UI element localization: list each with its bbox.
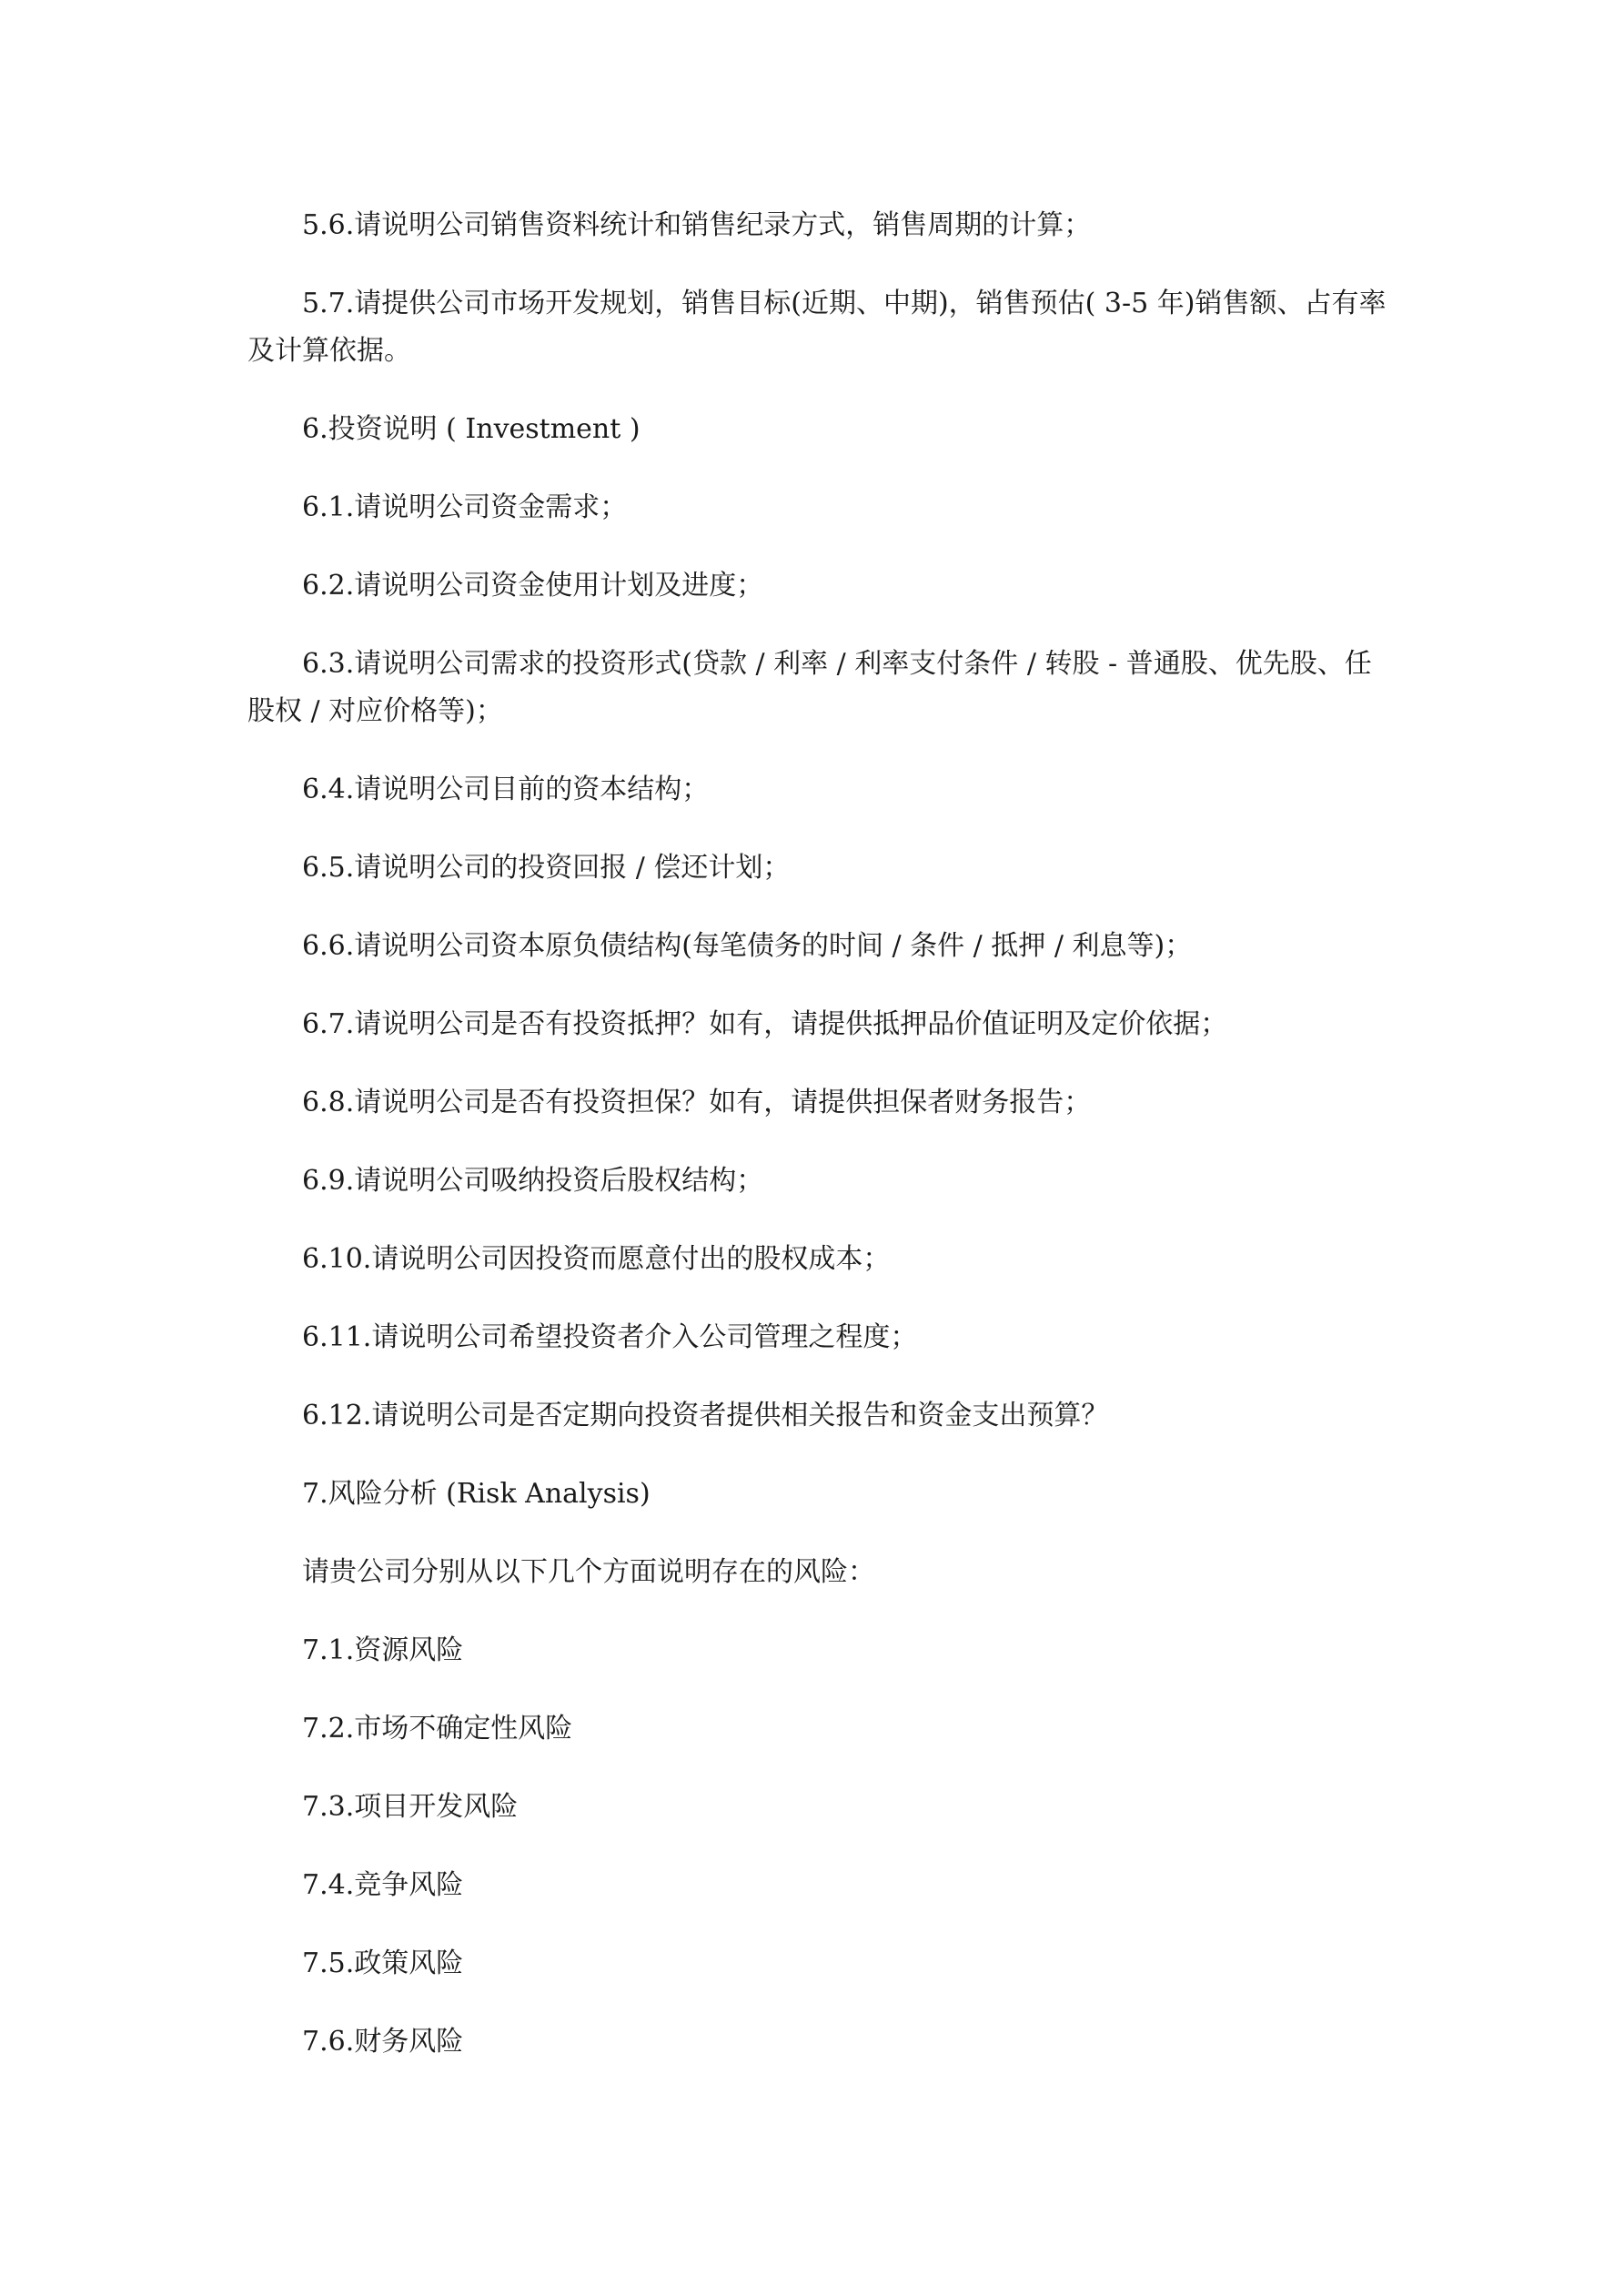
para-7-1: 7.1.资源风险 — [302, 1634, 464, 1666]
para-6-3: 6.3.请说明公司需求的投资形式(贷款 / 利率 / 利率支付条件 / 转股 - 普通股、优先股、任股权 / 对应价格等)； — [247, 648, 1372, 727]
para-7-4: 7.4.竞争风险 — [302, 1869, 464, 1901]
para-risk-intro: 请贵公司分别从以下几个方面说明存在的风险： — [302, 1556, 875, 1588]
para-7-6: 7.6.财务风险 — [302, 2026, 464, 2058]
para-6-6: 6.6.请说明公司资本原负债结构(每笔债务的时间 / 条件 / 抵押 / 利息等)； — [302, 930, 1193, 962]
para-6-4: 6.4.请说明公司目前的资本结构； — [302, 774, 710, 805]
para-6-11: 6.11.请说明公司希望投资者介入公司管理之程度； — [302, 1321, 918, 1353]
para-6-2: 6.2.请说明公司资金使用计划及进度； — [302, 570, 764, 602]
para-6-10: 6.10.请说明公司因投资而愿意付出的股权成本； — [302, 1243, 891, 1275]
heading-investment: 6.投资说明 ( Investment ) — [302, 413, 641, 445]
heading-risk-analysis: 7.风险分析 (Risk Analysis) — [302, 1478, 651, 1510]
para-5-7: 5.7.请提供公司市场开发规划，销售目标(近期、中期)，销售预估( 3-5 年)销售额、占有率及计算依据。 — [247, 288, 1387, 367]
para-6-7: 6.7.请说明公司是否有投资抵押？如有，请提供抵押品价值证明及定价依据； — [302, 1008, 1228, 1040]
para-7-2: 7.2.市场不确定性风险 — [302, 1713, 573, 1745]
para-7-3: 7.3.项目开发风险 — [302, 1791, 519, 1823]
para-6-8: 6.8.请说明公司是否有投资担保？如有，请提供担保者财务报告； — [302, 1087, 1092, 1118]
para-6-9: 6.9.请说明公司吸纳投资后股权结构； — [302, 1165, 764, 1197]
para-6-1: 6.1.请说明公司资金需求； — [302, 491, 628, 523]
para-6-12: 6.12.请说明公司是否定期向投资者提供相关报告和资金支出预算？ — [302, 1400, 1109, 1431]
para-5-6: 5.6.请说明公司销售资料统计和销售纪录方式，销售周期的计算； — [302, 209, 1092, 241]
para-6-5: 6.5.请说明公司的投资回报 / 偿还计划； — [302, 852, 791, 884]
para-7-5: 7.5.政策风险 — [302, 1947, 464, 1979]
document-body — [247, 202, 1394, 2066]
